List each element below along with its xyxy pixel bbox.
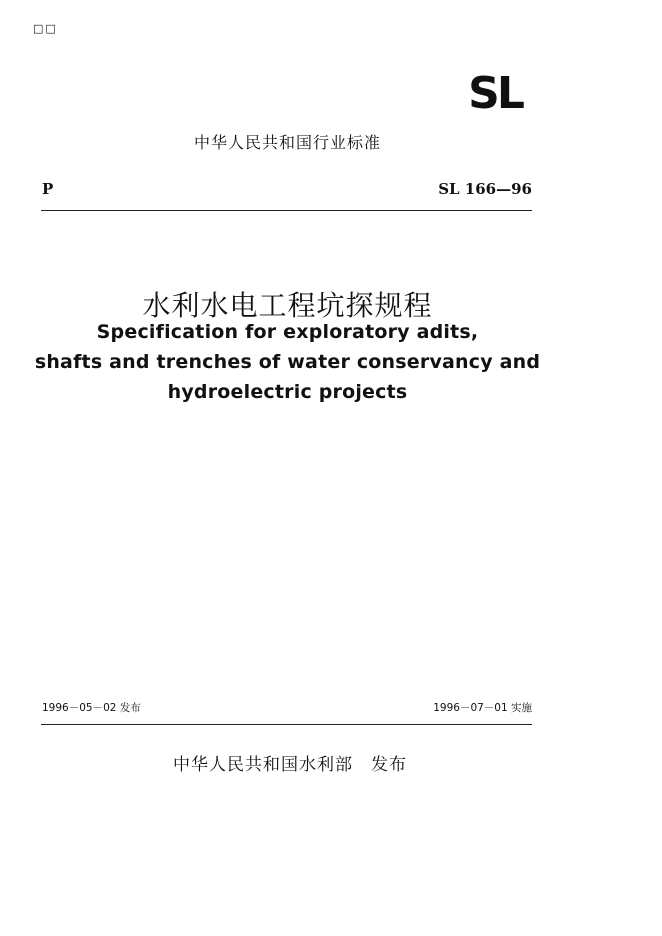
classification-code: P (42, 180, 54, 198)
sl-logo (457, 72, 533, 112)
implementation-date: 1996－07－01 实施 (433, 702, 532, 714)
issue-date: 1996－05－02 发布 (42, 702, 141, 714)
sl-logo-text: SL (468, 72, 522, 112)
corner-mark: □□ (33, 22, 58, 35)
header-divider (41, 210, 532, 211)
title-english-line1: Specification for exploratory adits, (96, 321, 479, 343)
title-chinese: 水利水电工程坑探规程 (142, 289, 433, 322)
standard-number: SL 166—96 (438, 180, 532, 198)
title-english-line2: shafts and trenches of water conservancy and (34, 351, 541, 373)
footer-divider (41, 724, 532, 725)
title-english-line3: hydroelectric projects (167, 381, 408, 403)
publisher: 中华人民共和国水利部 发布 (173, 755, 407, 775)
issuing-organization: 中华人民共和国行业标准 (193, 133, 381, 152)
